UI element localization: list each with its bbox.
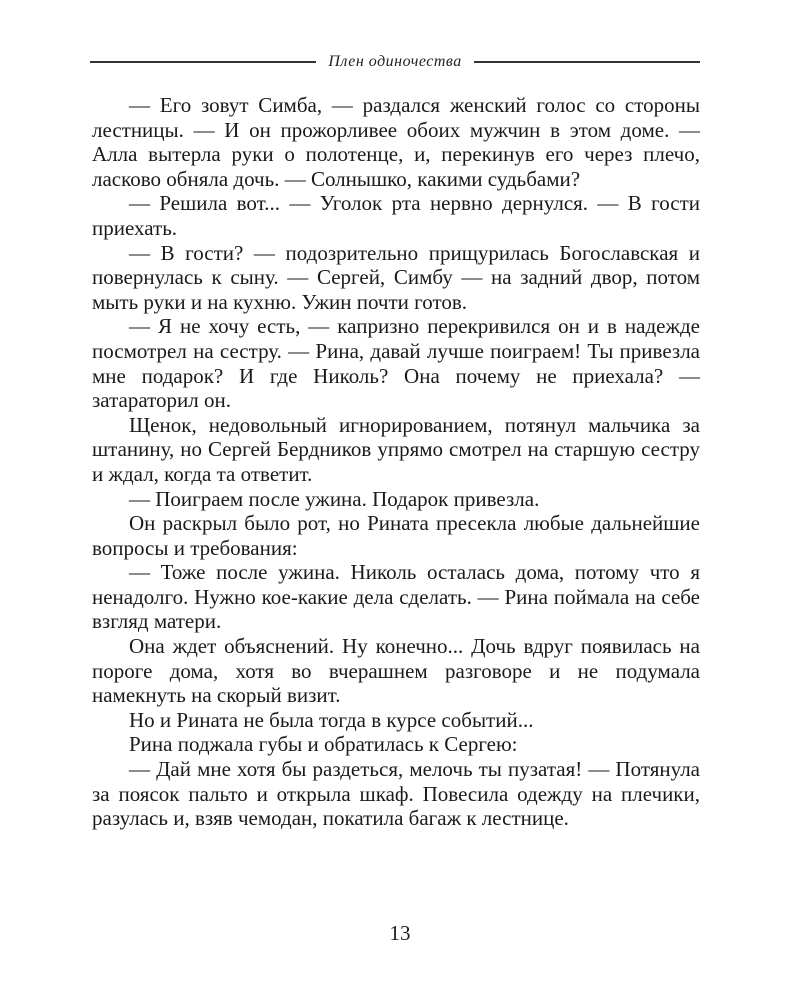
- paragraph: Рина поджала губы и обратилась к Сергею:: [129, 732, 518, 757]
- paragraph: Но и Рината не была тогда в курсе событий...: [129, 707, 534, 732]
- paragraph: — Дай мне хотя бы раздеться, мелочь ты пузатая! — Потянула за поясок пальто и открыла шкаф. Повесила одежду на плечики, разулась и, взяв чемодан, покатила багаж к лестнице.: [92, 757, 700, 831]
- paragraph: — Его зовут Симба, — раздался женский голос со стороны лестницы. — И он прожорливее обоих мужчин в этом доме. — Алла вытерла руки о полотенце, и, перекинув его через плечо, ласково обняла дочь. — Солнышко, какими судьбами?: [92, 93, 700, 191]
- paragraph: Он раскрыл было рот, но Рината пресекла любые дальнейшие вопросы и требования:: [92, 511, 700, 560]
- header-rule-left: [90, 61, 316, 63]
- paragraph: Она ждет объяснений. Ну конечно... Дочь вдруг появилась на пороге дома, хотя во вчерашнем разговоре и не подумала намекнуть на скорый визит.: [92, 634, 700, 708]
- running-header: [90, 50, 700, 74]
- page-number: 13: [389, 921, 411, 945]
- paragraph: — В гости? — подозрительно прищурилась Богославская и повернулась к сыну. — Сергей, Симбу — на задний двор, потом мыть руки и на кухню. Ужин почти готов.: [92, 240, 700, 314]
- paragraph: — Я не хочу есть, — капризно перекривился он и в надежде посмотрел на сестру. — Рина, давай лучше поиграем! Ты привезла мне подарок? И где Николь? Она почему не приехала? — затараторил он.: [92, 314, 700, 413]
- paragraph: — Поиграем после ужина. Подарок привезла.: [129, 486, 540, 511]
- paragraph: — Тоже после ужина. Николь осталась дома, потому что я ненадолго. Нужно кое-какие дела сделать. — Рина поймала на себе взгляд матери.: [92, 560, 700, 634]
- paragraph: Щенок, недовольный игнорированием, потянул мальчика за штанину, но Сергей Бердников упрямо смотрел на старшую сестру и ждал, когда та ответит.: [92, 412, 700, 486]
- header-rule-right: [474, 61, 700, 63]
- running-title: Плен одиночества: [328, 53, 462, 70]
- paragraph: — Решила вот... — Уголок рта нервно дернулся. — В гости приехать.: [92, 191, 700, 240]
- body-text: [92, 93, 700, 831]
